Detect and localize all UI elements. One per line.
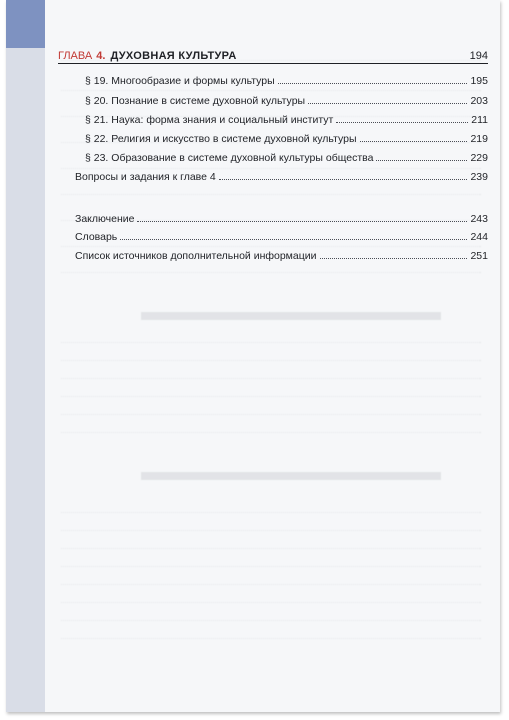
toc-entry-title: § 21. Наука: форма знания и социальный институт xyxy=(85,114,334,126)
toc-entry-sources[interactable] xyxy=(75,246,488,262)
toc-entry-page: 211 xyxy=(471,114,488,126)
toc-entry-page: 244 xyxy=(470,231,488,243)
toc-entry-title: Словарь xyxy=(75,231,118,243)
toc-entry-page: 251 xyxy=(470,250,488,262)
dot-leader xyxy=(120,239,467,240)
toc-entry-title: Список источников дополнительной информации xyxy=(75,250,317,262)
chapter-title: ДУХОВНАЯ КУЛЬТУРА xyxy=(110,50,237,62)
toc-entry-glossary[interactable] xyxy=(75,227,488,243)
dot-leader xyxy=(308,103,467,104)
toc-entry-conclusion[interactable] xyxy=(75,209,488,225)
toc-entry-section-22[interactable] xyxy=(85,129,488,145)
dot-leader xyxy=(320,258,468,259)
book-page xyxy=(6,0,500,712)
toc-entry-page: 239 xyxy=(470,171,488,183)
chapter-page-number: 194 xyxy=(469,50,488,62)
toc-entry-section-23[interactable] xyxy=(85,148,488,164)
dot-leader xyxy=(376,160,467,161)
toc-entry-section-21[interactable] xyxy=(85,110,488,126)
dot-leader xyxy=(137,221,467,222)
toc-entry-title: § 22. Религия и искусство в системе духовной культуры xyxy=(85,133,357,145)
toc-entry-page: 243 xyxy=(470,213,488,225)
table-of-contents xyxy=(6,0,500,712)
toc-chapter-heading[interactable] xyxy=(58,46,488,62)
chapter-number: 4. xyxy=(96,50,106,62)
toc-entry-title: § 20. Познание в системе духовной культуры xyxy=(85,95,306,107)
dot-leader xyxy=(219,179,468,180)
dot-leader xyxy=(360,141,468,142)
dot-leader xyxy=(336,122,468,123)
toc-entry-title: Заключение xyxy=(75,213,135,225)
toc-entry-section-20[interactable] xyxy=(85,91,488,107)
chapter-label: ГЛАВА xyxy=(58,50,93,62)
chapter-underline xyxy=(58,63,488,64)
toc-entry-title: § 23. Образование в системе духовной культуры общества xyxy=(85,152,374,164)
toc-entry-chapter-questions[interactable] xyxy=(75,167,488,183)
dot-leader xyxy=(278,83,468,84)
toc-entry-title: § 19. Многообразие и формы культуры xyxy=(85,75,275,87)
toc-entry-page: 229 xyxy=(470,152,488,164)
chapter-heading-text xyxy=(58,50,237,62)
toc-entry-page: 219 xyxy=(470,133,488,145)
toc-entry-section-19[interactable] xyxy=(85,71,488,87)
toc-entry-page: 195 xyxy=(470,75,488,87)
toc-entry-title: Вопросы и задания к главе 4 xyxy=(75,171,216,183)
toc-entry-page: 203 xyxy=(470,95,488,107)
